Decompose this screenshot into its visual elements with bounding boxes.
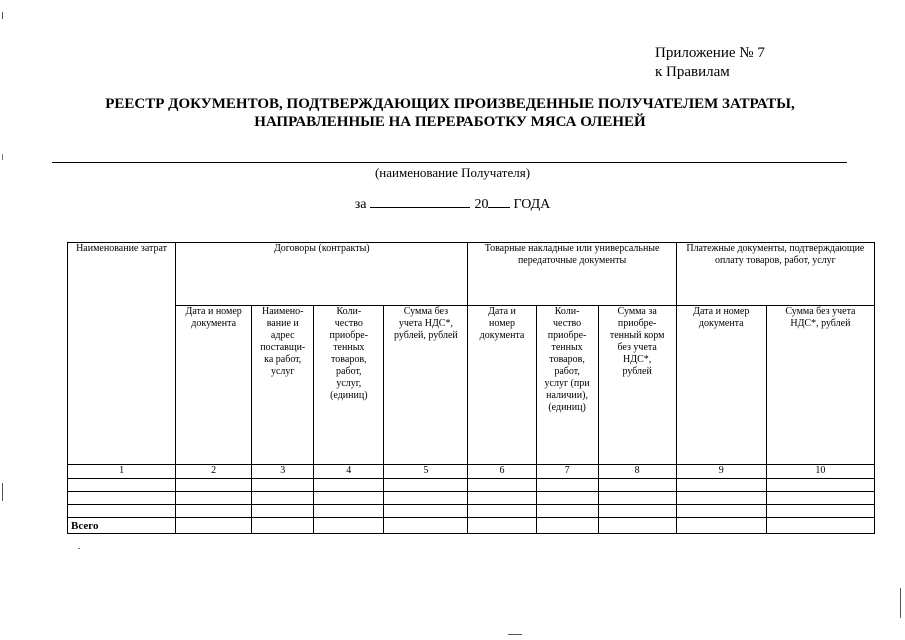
column-number-7: 7	[536, 465, 598, 479]
table-cell[interactable]	[314, 505, 384, 518]
document-title	[40, 95, 860, 131]
year-prefix: 20	[474, 197, 489, 212]
table-cell[interactable]	[766, 492, 874, 505]
scan-mark	[2, 12, 3, 19]
table-cell[interactable]	[598, 492, 676, 505]
column-header-3: Наимено- вание и адрес поставщи- ка работ, услуг	[252, 306, 314, 465]
scan-mark	[508, 634, 522, 635]
table-row	[68, 505, 875, 518]
table-cell[interactable]	[384, 479, 468, 492]
column-header-7: Коли- чество приобре- тенных товаров, работ, услуг (при наличии), (единиц)	[536, 306, 598, 465]
total-row	[68, 518, 875, 534]
total-cell[interactable]	[676, 518, 766, 534]
scan-mark	[900, 588, 901, 618]
period-prefix: за	[354, 197, 367, 212]
table-cell[interactable]	[314, 492, 384, 505]
column-header-9: Дата и номер документа	[676, 306, 766, 465]
period-blank[interactable]	[370, 195, 470, 208]
recipient-caption: (наименование Получателя)	[374, 165, 531, 180]
column-number-row	[68, 465, 875, 479]
table-cell[interactable]	[676, 505, 766, 518]
appendix-line-1: Приложение № 7	[655, 45, 765, 61]
column-number-6: 6	[468, 465, 536, 479]
table-cell[interactable]	[598, 505, 676, 518]
period-line	[0, 195, 905, 213]
table-cell[interactable]	[676, 479, 766, 492]
table-cell[interactable]	[176, 492, 252, 505]
column-number-1: 1	[68, 465, 176, 479]
column-header-2: Дата и номер документа	[176, 306, 252, 465]
title-line-1: РЕЕСТР ДОКУМЕНТОВ, ПОДТВЕРЖДАЮЩИХ ПРОИЗВЕДЕННЫЕ ПОЛУЧАТЕЛЕМ ЗАТРАТЫ,	[105, 96, 795, 112]
total-cell[interactable]	[766, 518, 874, 534]
column-header-8: Сумма за приобре- тенный корм без учета НДС*, рублей	[598, 306, 676, 465]
table-cell[interactable]	[468, 479, 536, 492]
column-number-9: 9	[676, 465, 766, 479]
table-cell[interactable]	[176, 505, 252, 518]
table-cell[interactable]	[468, 505, 536, 518]
table-cell[interactable]	[314, 479, 384, 492]
scan-mark	[2, 483, 3, 501]
table-cell[interactable]	[68, 505, 176, 518]
column-header-4: Коли- чество приобре- тенных товаров, работ, услуг, (единиц)	[314, 306, 384, 465]
scan-mark	[78, 548, 80, 549]
column-header-10: Сумма без учета НДС*, рублей	[766, 306, 874, 465]
total-cell[interactable]	[536, 518, 598, 534]
registry-table	[67, 242, 875, 534]
table-cell[interactable]	[766, 505, 874, 518]
group-header-row	[68, 243, 875, 306]
table-cell[interactable]	[68, 492, 176, 505]
header-waybills: Товарные накладные или универсальные передаточные документы	[468, 243, 676, 306]
table-row	[68, 492, 875, 505]
header-costs: Наименование затрат	[68, 243, 176, 465]
table-cell[interactable]	[384, 505, 468, 518]
column-number-4: 4	[314, 465, 384, 479]
column-number-8: 8	[598, 465, 676, 479]
column-header-6: Дата и номер документа	[468, 306, 536, 465]
table-cell[interactable]	[176, 479, 252, 492]
table-cell[interactable]	[252, 492, 314, 505]
recipient-name-line[interactable]	[52, 162, 847, 163]
column-number-5: 5	[384, 465, 468, 479]
table-cell[interactable]	[536, 479, 598, 492]
scan-mark	[2, 154, 3, 160]
header-contracts: Договоры (контракты)	[176, 243, 468, 306]
appendix-note	[655, 44, 765, 82]
table-cell[interactable]	[766, 479, 874, 492]
total-cell[interactable]	[598, 518, 676, 534]
table-cell[interactable]	[68, 479, 176, 492]
appendix-line-2: к Правилам	[655, 64, 730, 80]
sub-header-row	[68, 306, 875, 465]
total-cell[interactable]	[176, 518, 252, 534]
total-cell[interactable]	[384, 518, 468, 534]
table-cell[interactable]	[252, 505, 314, 518]
total-cell[interactable]	[314, 518, 384, 534]
header-payments: Платежные документы, подтверждающие оплату товаров, работ, услуг	[676, 243, 874, 306]
column-number-3: 3	[252, 465, 314, 479]
column-number-2: 2	[176, 465, 252, 479]
total-label: Всего	[68, 518, 176, 534]
table-cell[interactable]	[598, 479, 676, 492]
column-number-10: 10	[766, 465, 874, 479]
table-cell[interactable]	[252, 479, 314, 492]
table-cell[interactable]	[468, 492, 536, 505]
table-cell[interactable]	[536, 505, 598, 518]
total-cell[interactable]	[468, 518, 536, 534]
title-line-2: НАПРАВЛЕННЫЕ НА ПЕРЕРАБОТКУ МЯСА ОЛЕНЕЙ	[254, 114, 646, 130]
column-header-5: Сумма без учета НДС*, рублей, рублей	[384, 306, 468, 465]
total-cell[interactable]	[252, 518, 314, 534]
table-cell[interactable]	[384, 492, 468, 505]
period-suffix: ГОДА	[513, 197, 551, 212]
year-blank[interactable]	[488, 195, 510, 208]
table-row	[68, 479, 875, 492]
table-cell[interactable]	[536, 492, 598, 505]
table-cell[interactable]	[676, 492, 766, 505]
